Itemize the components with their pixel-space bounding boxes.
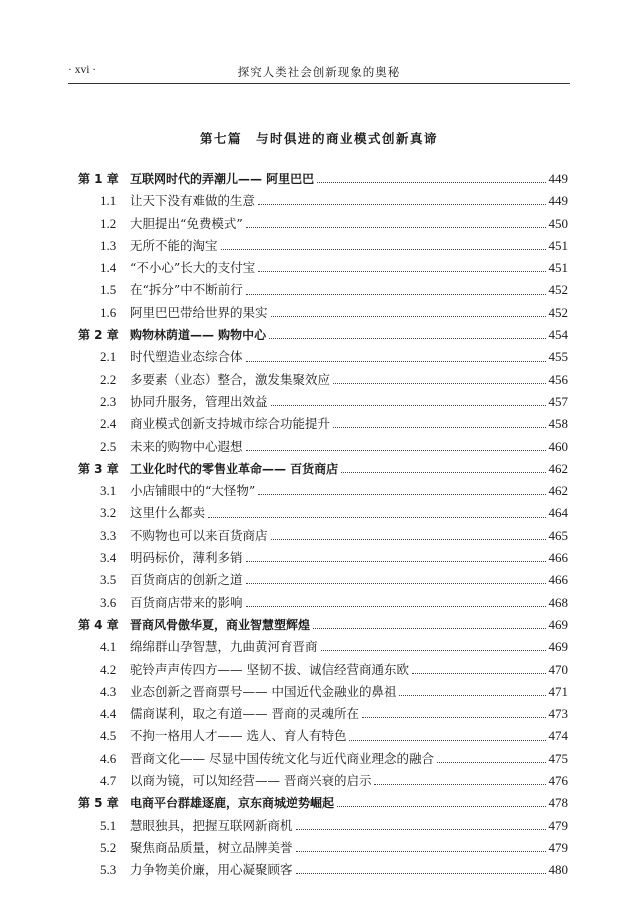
toc-entry-page: 479 [548,839,568,855]
toc-leader-dots [337,805,545,807]
toc-entry-number: 第 1 章 [78,172,119,186]
toc-entry-title: 绵绵群山孕智慧，九曲黄河育晋商 [130,639,318,655]
toc-entry-page: 458 [548,416,568,432]
toc-entry-title: 时代塑造业态综合体 [130,349,243,365]
toc-entry-page: 460 [548,438,568,454]
toc-entry-number: 2.2 [100,371,117,387]
toc-entry-title: 儒商谋利，取之有道—— 晋商的灵魂所在 [130,706,359,722]
part-title: 第七篇 与时俱进的商业模式创新真谛 [199,131,438,146]
toc-entry-number: 3.2 [100,505,117,521]
toc-entry-title: 慧眼独具，把握互联网新商机 [130,817,293,833]
toc-chapter-entry[interactable] [78,614,568,636]
toc-entry-title: 晋商文化—— 尽显中国传统文化与近代商业理念的融合 [130,750,434,766]
toc-section-entry[interactable] [78,725,568,747]
toc-entry-number: 3.4 [100,550,117,566]
toc-entry-page: 449 [548,171,568,186]
toc-leader-dots [313,627,545,629]
toc-section-entry[interactable] [78,859,568,881]
toc-chapter-entry[interactable] [78,168,568,190]
toc-entry-number: 1.5 [100,282,117,298]
toc-entry-number: 第 4 章 [78,617,119,632]
toc-leader-dots [258,270,545,272]
toc-section-entry[interactable] [78,547,568,569]
toc-entry-page: 465 [548,527,568,543]
toc-chapter-entry[interactable] [78,324,568,346]
toc-entry-title: 不拘一格用人才—— 选人、育人有特色 [130,728,347,744]
toc-entry-title: 互联网时代的弄潮儿—— 阿里巴巴 [130,172,315,186]
toc-entry-number: 2.5 [100,438,117,454]
toc-leader-dots [208,516,545,518]
toc-leader-dots [321,649,546,651]
toc-entry-page: 469 [548,639,568,655]
toc-entry-page: 456 [548,371,568,387]
toc-entry-page: 469 [548,616,568,632]
toc-section-entry[interactable] [78,569,568,591]
toc-leader-dots [271,404,546,406]
toc-entry-number: 1.3 [100,237,117,253]
toc-leader-dots [362,716,546,718]
toc-entry-page: 454 [548,327,568,343]
toc-section-entry[interactable] [78,480,568,502]
toc-section-entry[interactable] [78,748,568,770]
toc-entry-number: 4.6 [100,750,117,766]
toc-entry-number: 4.5 [100,728,117,744]
toc-entry-number: 第 5 章 [78,796,119,811]
toc-entry-title: 小店铺眼中的“大怪物” [130,483,256,499]
toc-entry-number: 2.4 [100,416,117,432]
running-header [68,62,570,82]
toc-entry-page: 449 [548,193,568,209]
toc-leader-dots [296,828,546,830]
toc-entry-title: 业态创新之晋商票号—— 中国近代金融业的鼻祖 [130,683,397,699]
toc-entry-page: 466 [548,572,568,588]
toc-entry-number: 3.1 [100,483,117,499]
toc-entry-page: 450 [548,215,568,231]
toc-leader-dots [246,605,546,607]
toc-entry-page: 451 [548,260,568,276]
running-title: 探究人类社会创新现象的奥秘 [237,65,401,79]
toc-entry-title: 明码标价，薄利多销 [130,550,243,566]
toc-entry-number: 1.2 [100,215,117,231]
table-of-contents [78,168,568,882]
toc-leader-dots [317,181,545,183]
toc-leader-dots [296,850,546,852]
toc-entry-number: 5.3 [100,862,117,878]
toc-entry-title: 聚焦商品质量，树立品牌美誉 [130,839,293,855]
page-number: · xvi · [68,64,97,76]
toc-entry-page: 474 [548,728,568,744]
toc-leader-dots [271,315,546,317]
toc-section-entry[interactable] [78,592,568,614]
toc-leader-dots [246,293,546,295]
toc-section-entry[interactable] [78,346,568,368]
toc-entry-number: 4.3 [100,683,117,699]
toc-section-entry[interactable] [78,436,568,458]
toc-entry-page: 452 [548,282,568,298]
toc-entry-number: 4.2 [100,661,117,677]
toc-entry-number: 3.6 [100,594,117,610]
toc-entry-title: 购物林荫道—— 购物中心 [130,328,267,343]
toc-section-entry[interactable] [78,369,568,391]
toc-leader-dots [246,582,546,584]
toc-leader-dots [246,449,546,451]
toc-chapter-entry[interactable] [78,792,568,814]
toc-entry-title: 驼铃声声传四方—— 坚韧不拔、诚信经营商通东欧 [130,661,409,677]
toc-entry-page: 473 [548,706,568,722]
toc-leader-dots [246,226,546,228]
toc-leader-dots [269,337,545,339]
toc-entry-number: 2.3 [100,393,117,409]
toc-section-entry[interactable] [78,213,568,235]
toc-entry-title: 工业化时代的零售业革命—— 百货商店 [130,461,339,476]
toc-entry-title: 百货商店的创新之道 [130,572,243,588]
toc-section-entry[interactable] [78,235,568,257]
toc-entry-number: 第 2 章 [78,328,119,343]
toc-entry-title: 这里什么都卖 [130,505,206,521]
toc-entry-title: 电商平台群雄逐鹿，京东商城逆势崛起 [130,796,335,811]
toc-entry-page: 466 [548,550,568,566]
toc-section-entry[interactable] [78,681,568,703]
toc-entry-title: 不购物也可以来百货商店 [130,527,268,543]
toc-entry-number: 3.3 [100,527,117,543]
toc-entry-page: 451 [548,237,568,253]
toc-entry-title: 晋商风骨傲华夏，商业智慧塑辉煌 [130,617,311,632]
toc-entry-page: 452 [548,304,568,320]
toc-entry-number: 1.4 [100,260,117,276]
toc-leader-dots [349,739,545,741]
toc-section-entry[interactable] [78,391,568,413]
toc-entry-page: 476 [548,773,568,789]
toc-entry-title: 未来的购物中心遐想 [130,438,243,454]
toc-entry-title: 力争物美价廉，用心凝聚顾客 [130,862,293,878]
toc-entry-page: 464 [548,505,568,521]
toc-entry-number: 3.5 [100,572,117,588]
toc-leader-dots [437,761,546,763]
toc-leader-dots [341,471,545,473]
toc-entry-number: 第 3 章 [78,461,119,476]
toc-section-entry[interactable] [78,279,568,301]
toc-entry-page: 462 [548,460,568,476]
toc-section-entry[interactable] [78,659,568,681]
toc-chapter-entry[interactable] [78,458,568,480]
toc-entry-page: 468 [548,594,568,610]
toc-section-entry[interactable] [78,815,568,837]
toc-entry-number: 5.2 [100,839,117,855]
toc-entry-number: 1.6 [100,304,117,320]
toc-entry-number: 4.4 [100,706,117,722]
toc-leader-dots [333,382,545,384]
toc-entry-title: 在“拆分”中不断前行 [130,282,243,298]
toc-entry-page: 462 [548,483,568,499]
toc-section-entry[interactable] [78,770,568,792]
toc-section-entry[interactable] [78,190,568,212]
toc-entry-number: 4.1 [100,639,117,655]
toc-entry-title: 多要素（业态）整合，激发集聚效应 [130,371,331,387]
toc-entry-title: 阿里巴巴带给世界的果实 [130,304,268,320]
toc-section-entry[interactable] [78,302,568,324]
toc-entry-number: 4.7 [100,773,117,789]
toc-section-entry[interactable] [78,837,568,859]
toc-leader-dots [412,672,546,674]
toc-entry-number: 1.1 [100,193,117,209]
toc-leader-dots [296,872,546,874]
toc-entry-number: 5.1 [100,817,117,833]
toc-entry-page: 471 [548,683,568,699]
toc-leader-dots [246,360,546,362]
toc-section-entry[interactable] [78,502,568,524]
toc-leader-dots [271,538,546,540]
toc-section-entry[interactable] [78,525,568,547]
toc-leader-dots [258,203,545,205]
toc-entry-page: 455 [548,349,568,365]
toc-leader-dots [374,783,545,785]
toc-entry-title: 无所不能的淘宝 [130,237,218,253]
toc-entry-page: 479 [548,817,568,833]
toc-section-entry[interactable] [78,636,568,658]
toc-section-entry[interactable] [78,413,568,435]
toc-section-entry[interactable] [78,257,568,279]
toc-entry-title: 以商为镜，可以知经营—— 晋商兴衰的启示 [130,773,372,789]
toc-section-entry[interactable] [78,703,568,725]
toc-entry-page: 478 [548,795,568,811]
toc-entry-title: 让天下没有难做的生意 [130,193,256,209]
toc-entry-title: 协同升服务，管理出效益 [130,393,268,409]
toc-entry-title: 百货商店带来的影响 [130,594,243,610]
toc-entry-page: 470 [548,661,568,677]
toc-entry-page: 475 [548,750,568,766]
header-rule [68,83,570,84]
toc-leader-dots [221,248,546,250]
toc-entry-title: 大胆提出“免费模式” [130,215,243,231]
toc-entry-title: “不小心”长大的支付宝 [130,260,256,276]
toc-leader-dots [246,560,546,562]
toc-leader-dots [333,426,545,428]
toc-entry-number: 2.1 [100,349,117,365]
toc-entry-page: 480 [548,862,568,878]
toc-entry-title: 商业模式创新支持城市综合功能提升 [130,416,331,432]
toc-leader-dots [399,694,545,696]
toc-leader-dots [258,493,545,495]
toc-entry-page: 457 [548,393,568,409]
